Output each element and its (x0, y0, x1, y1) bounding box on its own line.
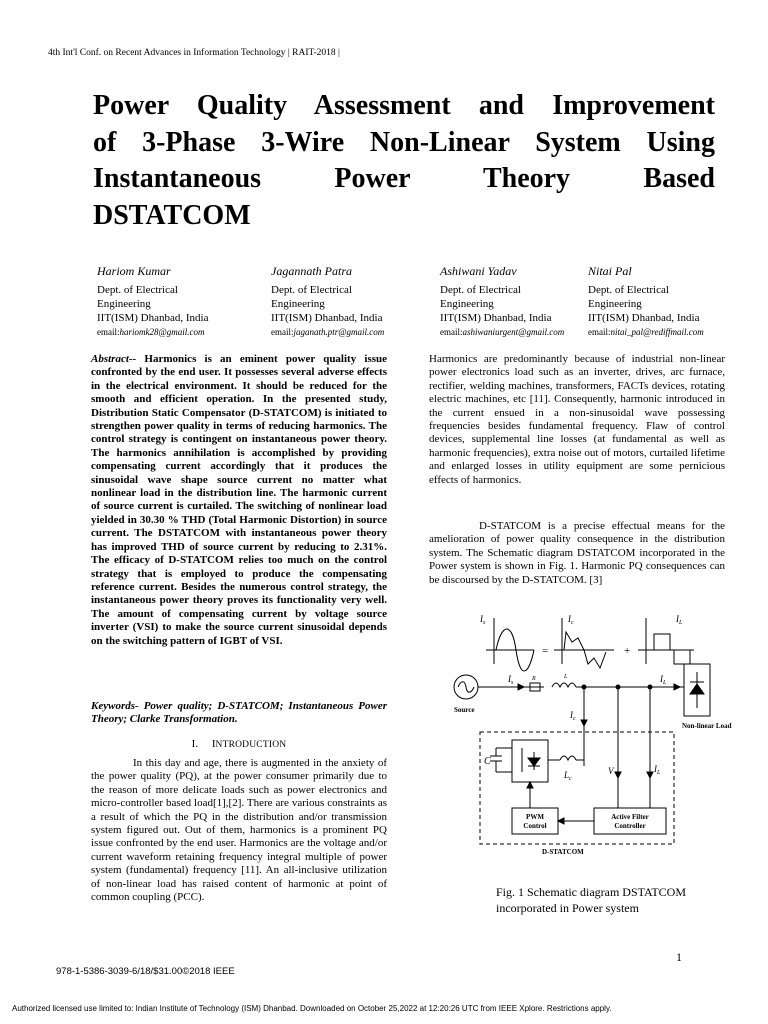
title-line-3: Instantaneous Power Theory Based (93, 163, 715, 194)
author-dept-2: Engineering (97, 298, 151, 310)
section-number: I. (191, 738, 199, 750)
copyright-line: 978-1-5386-3039-6/18/$31.00©2018 IEEE (56, 966, 235, 977)
paper-title (93, 88, 715, 234)
author-dept-2: Engineering (440, 298, 494, 310)
author-dept: Dept. of Electrical (588, 284, 669, 296)
introduction-paragraph (91, 757, 387, 904)
title-line-2: of 3-Phase 3-Wire Non-Linear System Using (93, 126, 715, 158)
author-email: email:hariomk28@gmail.com (97, 327, 205, 337)
fig-pwm-label-1: PWM (526, 813, 544, 821)
fig-label-il: $I_L$ (660, 674, 667, 686)
author-email: email:jaganath.ptr@gmail.com (271, 327, 385, 337)
right-paragraph-2-text: D-STATCOM is a precise effectual means for the amelioration of power quality consequence in the distribution system. The Schematic diagram DSTATCOM incorporated in the Power system is shown in Fig. 1. Harmonic PQ consequences can be discoursed by the D-STATCOM. [3] (429, 520, 725, 586)
section-heading-introduction (91, 738, 387, 750)
author-name: Nitai Pal (588, 264, 632, 278)
fig-label-il-mid: $I_L$ (654, 764, 661, 776)
title-line-4: DSTATCOM (93, 199, 251, 231)
fig-label-ic-top: $I_c$ (568, 614, 574, 626)
author-institution: IIT(ISM) Dhanbad, India (271, 312, 383, 324)
title-line-1: Power Quality Assessment and Improvement (93, 90, 715, 121)
abstract-lead: Abstract-- (91, 353, 137, 365)
section-title: NTRODUCTION (215, 740, 287, 750)
fig-label-il-top: $I_L$ (676, 614, 683, 626)
author-block-4 (588, 264, 704, 339)
author-dept-2: Engineering (588, 298, 642, 310)
author-dept: Dept. of Electrical (97, 284, 178, 296)
author-dept: Dept. of Electrical (271, 284, 352, 296)
author-institution: IIT(ISM) Dhanbad, India (440, 312, 552, 324)
author-block-3 (440, 264, 564, 339)
author-institution: IIT(ISM) Dhanbad, India (97, 312, 209, 324)
fig-label-r: R (532, 676, 536, 682)
fig-label-source: Source (454, 706, 475, 714)
fig-apf-label-2: Controller (614, 822, 646, 830)
fig-apf-label-1: Active Filter (611, 813, 649, 821)
fig-label-ic: $I_c$ (570, 710, 576, 722)
fig-label-lc: $L_c$ (564, 770, 572, 782)
license-footer: Authorized licensed use limited to: Indian Institute of Technology (ISM) Dhanbad. Downloaded on October 25,2022 at 12:20:26 UTC from IEEE Xplore. Restrictions apply. (12, 1004, 612, 1013)
active-filter-controller-block (594, 808, 666, 834)
keywords: Keywords- Power quality; D-STATCOM; Instantaneous Power Theory; Clarke Transformation. (91, 700, 387, 726)
page-number: 1 (676, 950, 682, 964)
author-dept: Dept. of Electrical (440, 284, 521, 296)
author-email: email:nitai_pal@rediffmail.com (588, 327, 704, 337)
fig-label-nonlinear-load: Non-linear Load (682, 722, 732, 730)
fig-label-is: $I_s$ (508, 674, 514, 686)
author-name: Jagannath Patra (271, 264, 352, 278)
author-dept-2: Engineering (271, 298, 325, 310)
author-name: Ashiwani Yadav (440, 264, 517, 278)
fig-label-l: L (564, 674, 568, 680)
fig-label-is-top: $I_s$ (480, 614, 486, 626)
fig-pwm-label-2: Control (523, 822, 547, 830)
coupling-inductor (560, 756, 576, 760)
pwm-control-block (512, 808, 558, 834)
author-name: Hariom Kumar (97, 264, 171, 278)
section-initial: I (211, 738, 216, 750)
fig-eq-sign: = (542, 645, 549, 657)
author-email: email:ashiwaniurgent@gmail.com (440, 327, 565, 337)
load-current-waveform (650, 634, 690, 664)
fig-label-c: C (484, 756, 491, 767)
author-block-2 (271, 264, 384, 339)
abstract-text: Harmonics is an eminent power quality issue confronted by the end user. It possesses several adverse effects in the electrical environment. It should be reduced for the smooth and efficient operation. In the presented study, Distribution Static Compensator (D-STATCOM) is initiated to strengthen power quality in terms of reducing harmonics. The control strategy is contingent on instantaneous power theory. The harmonics annihilation is accomplished by providing compensating current accordingly that it produces the sinusoidal wave shape source current no matter what nonlinear load in the distribution line. The harmonic current of source current is curtailed. The switching of nonlinear load yielded in 30.30 % THD (Total Harmonic Distortion) in source current. The DSTATCOM with instantaneous power theory has improved THD of source current by reducing to 2.31%. The efficacy of D-STATCOM relies too much on the control strategy that is employed to produce the compensating reference current. Besides the numerous control strategy, the instantaneous power theory proves its functionality very well. The amount of compensating current by voltage source inverter (VSI) to make the source current sinusoidal depends on the switching pattern of IGBT of VSI. (91, 353, 387, 647)
dstatcom-schematic-figure (424, 612, 734, 874)
fig-plus-sign: + (624, 645, 631, 657)
fig-dstatcom-label: D-STATCOM (542, 848, 584, 856)
intro-text: In this day and age, there is augmented in the anxiety of the power quality (PQ), at the power consumer primarily due to the reason of more delicate loads such as power electronics and micro-controller based load[1],[2]. There are various constraints as a result of which the PQ in the distribution and/or transmission system figured out. Out of them, harmonics is a prominent PQ issue confronted by the end user. Harmonics are the voltage and/or current waveform retaining frequency integral multiple of power system (fundamental) frequency [11]. An all-inclusive utilization of non-linear load has raised content of harmonic at point of common coupling (PCC). (91, 757, 387, 904)
conference-header: 4th Int'l Conf. on Recent Advances in Information Technology | RAIT-2018 | (48, 48, 340, 58)
abstract (91, 353, 387, 648)
right-paragraph-2 (429, 520, 725, 587)
inductor-symbol (552, 683, 576, 687)
author-institution: IIT(ISM) Dhanbad, India (588, 312, 700, 324)
author-block-1 (97, 264, 209, 339)
fig-label-v: V (608, 766, 614, 776)
right-paragraph-1: Harmonics are predominantly because of industrial non-linear power electronics load such as an inverter, drives, arc furnace, rectifier, welding machines, transformers, FACTs devices, rotating electric machines, etc [11]. Consequently, harmonic introduced in the current ensued in a non-sinusoidal wave possessing frequencies besides fundamental frequency. Flaw of control devices, supplemental line losses (at fundamental as well as harmonic frequencies), extra noise out of motors, curtailed lifetime and enlarged losses in utility equipment are some pernicious effects of harmonics. (429, 353, 725, 486)
figure-caption: Fig. 1 Schematic diagram DSTATCOM incorporated in Power system (496, 885, 687, 915)
